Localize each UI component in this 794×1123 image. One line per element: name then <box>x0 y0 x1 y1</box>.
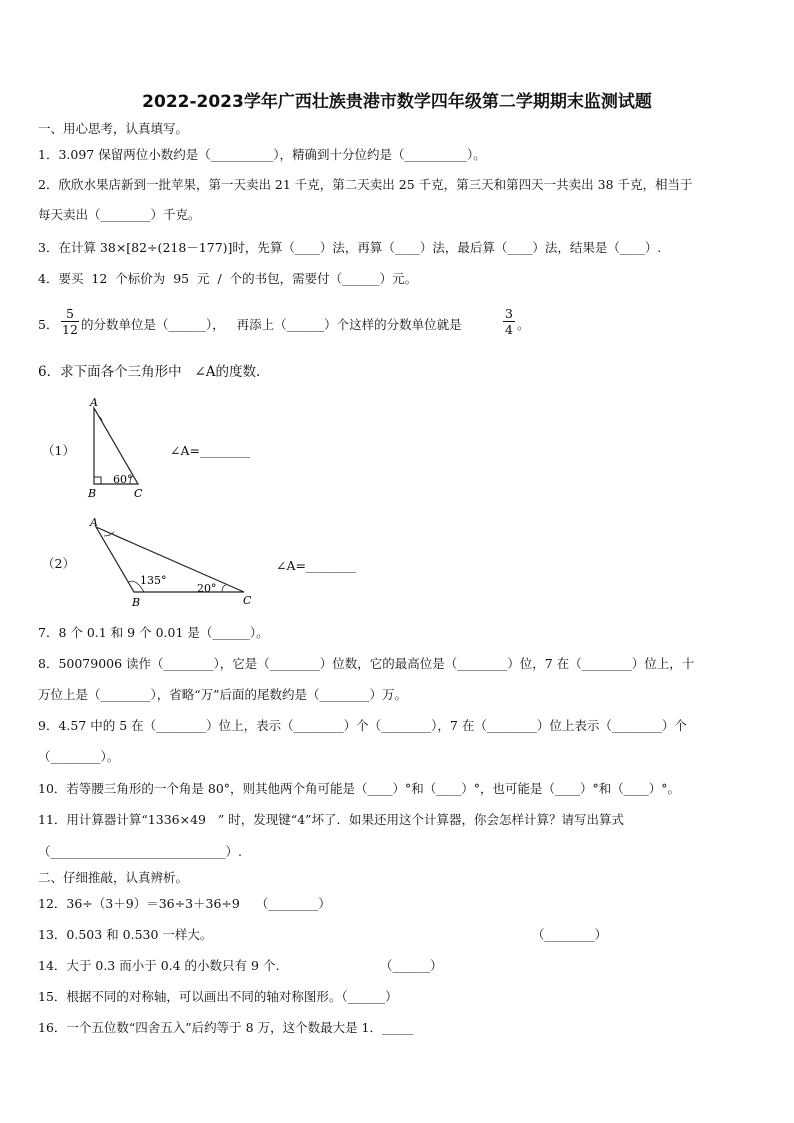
question-2-line-2: 每天卖出（________）千克。 <box>38 207 201 222</box>
question-2-line-1: 2．欣欣水果店新到一批苹果，第一天卖出 21 千克，第二天卖出 25 千克，第三天和第四天一共卖出 38 千克，相当于 <box>38 177 693 192</box>
fraction-3-4 <box>503 306 515 337</box>
vertex-a: A <box>90 516 98 529</box>
question-9-line-2: （________）。 <box>38 749 120 764</box>
vertex-b: B <box>88 487 97 500</box>
question-12: 12．36÷（3＋9）＝36÷3＋36÷9 （________） <box>38 896 331 911</box>
question-4: 4．要买 12 个标价为 95 元 / 个的书包，需要付（______）元。 <box>38 271 418 286</box>
question-8-line-1: 8．50079006 读作（________），它是（________）位数，它的最高位是（________）位，7 在（________）位上，十 <box>38 656 695 671</box>
q6-part-2-answer: ∠A=________ <box>276 558 356 573</box>
section-2-heading: 二、仔细推敲，认真辨析。 <box>38 870 189 885</box>
vertex-b: B <box>132 596 141 609</box>
angle-b-label: 135° <box>140 574 167 587</box>
q6-part-1-answer: ∠A=________ <box>170 443 250 458</box>
question-1: 1．3.097 保留两位小数约是（__________），精确到十分位约是（__________）。 <box>38 147 486 162</box>
page-title: 2022-2023学年广西壮族贵港市数学四年级第二学期期末监测试题 <box>142 92 652 112</box>
fraction-denominator: 4 <box>503 321 515 337</box>
right-triangle-figure <box>84 396 154 498</box>
question-5-end: 。 <box>517 317 530 332</box>
section-1-heading: 一、用心思考，认真填写。 <box>38 121 189 136</box>
question-13: 13．0.503 和 0.530 一样大。 <box>38 927 213 942</box>
fraction-numerator: 5 <box>66 306 74 321</box>
question-9-line-1: 9．4.57 中的 5 在（________）位上，表示（________）个（________），7 在（________）位上表示（________）个 <box>38 718 687 733</box>
fraction-5-12 <box>61 306 79 337</box>
question-11-line-2: （____________________________）. <box>38 844 242 859</box>
question-8-line-2: 万位上是（________），省略“万”后面的尾数约是（________）万。 <box>38 687 408 702</box>
right-angle-mark <box>94 477 101 484</box>
fraction-numerator: 3 <box>505 306 513 321</box>
question-10: 10．若等腰三角形的一个角是 80°，则其他两个角可能是（____）°和（____）°，也可能是（____）°和（____）°。 <box>38 781 681 796</box>
question-14-blank: （______） <box>380 958 443 973</box>
question-14: 14．大于 0.3 而小于 0.4 的小数只有 9 个. <box>38 958 280 973</box>
question-16: 16．一个五位数“四舍五入”后约等于 8 万，这个数最大是 1．_____ <box>38 1020 414 1035</box>
question-11-line-1: 11．用计算器计算“1336×49 ” 时，发现键“4”坏了．如果还用这个计算器，你会怎样计算？请写出算式 <box>38 812 625 827</box>
triangle-2-outline <box>96 527 244 592</box>
fraction-denominator: 12 <box>62 322 78 337</box>
obtuse-triangle-figure <box>88 514 258 610</box>
question-5-number: 5． <box>38 317 59 332</box>
angle-c-label: 60° <box>113 473 133 486</box>
angle-c-arc <box>222 585 226 592</box>
question-6: 6．求下面各个三角形中 ∠A的度数. <box>38 364 261 380</box>
q6-part-1-label: （1） <box>42 443 75 458</box>
question-15: 15．根据不同的对称轴，可以画出不同的轴对称图形。（______） <box>38 989 398 1004</box>
angle-c-label: 20° <box>197 582 217 595</box>
q6-part-2-label: （2） <box>42 556 75 571</box>
vertex-a: A <box>90 396 98 409</box>
vertex-c: C <box>243 594 252 607</box>
question-7: 7．8 个 0.1 和 9 个 0.01 是（______）。 <box>38 625 269 640</box>
question-3: 3．在计算 38×[82÷(218－177)]时，先算（____）法，再算（____）法，最后算（____）法，结果是（____）. <box>38 240 662 255</box>
question-13-blank: （________） <box>532 927 608 942</box>
question-5-text: 的分数单位是（______）， 再添上（______）个这样的分数单位就是 <box>81 317 462 332</box>
vertex-c: C <box>134 487 143 500</box>
